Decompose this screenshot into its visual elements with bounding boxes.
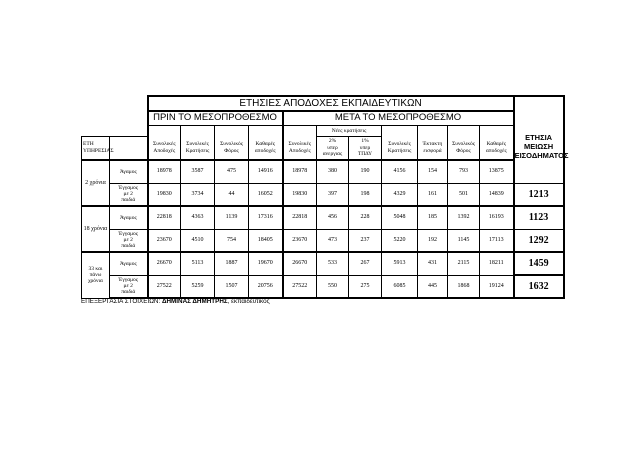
after-header: ΜΕΤΑ ΤΟ ΜΕΣΟΠΡΟΘΕΣΜΟ (283, 111, 514, 126)
table-cell: 5113 (181, 252, 215, 275)
table-cell: 475 (215, 160, 249, 183)
table-cell: 267 (349, 252, 382, 275)
table-cell: 161 (418, 183, 448, 206)
table-cell: 5220 (382, 229, 418, 252)
table-cell: 237 (349, 229, 382, 252)
col-total-deductions-after: Συνολικές Κρατήσεις (382, 136, 418, 160)
note-suffix: , εκπαιδευτικός (227, 298, 270, 305)
table-cell: 5259 (181, 275, 215, 298)
table-cell: 1139 (215, 206, 249, 229)
status-single: Άγαμος (110, 206, 148, 229)
table-cell: 198 (349, 183, 382, 206)
table-cell: 18211 (480, 252, 514, 275)
table-cell: 17113 (480, 229, 514, 252)
table-cell: 27522 (148, 275, 181, 298)
table-cell: 4156 (382, 160, 418, 183)
reduction-value: 1632 (514, 275, 564, 298)
table-cell: 5048 (382, 206, 418, 229)
table-cell: 754 (215, 229, 249, 252)
table-cell: 22818 (148, 206, 181, 229)
col-total-earnings: Συνολικές Αποδοχές (148, 136, 181, 160)
salary-table (81, 95, 569, 299)
reduction-value: 1459 (514, 252, 564, 275)
status-married: Έγγαμος με 2 παιδιά (110, 275, 148, 298)
table-cell: 16193 (480, 206, 514, 229)
table-cell: 19124 (480, 275, 514, 298)
table-cell: 1887 (215, 252, 249, 275)
table-cell: 27522 (283, 275, 317, 298)
table-cell: 154 (418, 160, 448, 183)
table-cell: 550 (317, 275, 349, 298)
table-cell: 456 (317, 206, 349, 229)
table-cell: 44 (215, 183, 249, 206)
table-row (82, 229, 564, 252)
reduction-value: 1123 (514, 206, 564, 229)
table-cell: 18978 (148, 160, 181, 183)
col-tpdy: 1% υπερ ΤΠΔΥ (349, 136, 382, 160)
table-cell: 533 (317, 252, 349, 275)
note-prefix: ΕΠΕΞΕΡΓΑΣΙΑ ΣΤΟΙΧΕΙΩΝ: (81, 298, 162, 305)
status-married: Έγγαμος με 2 παιδιά (110, 229, 148, 252)
col-net-earnings: Καθαρές αποδοχές (249, 136, 283, 160)
table-cell: 1392 (448, 206, 480, 229)
table-cell: 14916 (249, 160, 283, 183)
col-total-tax: Συνολικός Φόρος (215, 136, 249, 160)
table-cell: 18405 (249, 229, 283, 252)
years-18: 18 χρόνια (82, 206, 110, 252)
table-cell: 4363 (181, 206, 215, 229)
table-cell: 3734 (181, 183, 215, 206)
table-cell: 1145 (448, 229, 480, 252)
table-cell: 190 (349, 160, 382, 183)
table-cell: 5913 (382, 252, 418, 275)
table-cell: 19670 (249, 252, 283, 275)
table-cell: 1868 (448, 275, 480, 298)
table-cell: 445 (418, 275, 448, 298)
table-cell: 23670 (283, 229, 317, 252)
years-2: 2 χρόνια (82, 160, 110, 206)
table-cell: 1507 (215, 275, 249, 298)
table-row (82, 252, 564, 275)
note-author: ΔΗΜΙΝΑΣ ΔΗΜΗΤΡΗΣ (161, 298, 228, 305)
table-cell: 3587 (181, 160, 215, 183)
table-row (82, 275, 564, 298)
new-deductions-label: Νέες κρατήσεις (317, 126, 382, 137)
table-row (82, 160, 564, 183)
reduction-header: ΕΤΗΣΙΑ ΜΕΙΩΣΗ ΕΙΣΟΔΗΜΑΤΟΣ (514, 111, 564, 183)
source-note (81, 298, 270, 305)
table-cell: 17316 (249, 206, 283, 229)
col-total-deductions: Συνολικές Κρατήσεις (181, 136, 215, 160)
table-row (82, 206, 564, 229)
table-cell: 380 (317, 160, 349, 183)
status-single: Άγαμος (110, 252, 148, 275)
table-cell: 14839 (480, 183, 514, 206)
years-label: ΕΤΗ ΥΠΗΡΕΣΙΑΣ (82, 136, 110, 160)
table-cell: 26670 (148, 252, 181, 275)
col-total-tax-after: Συνολικός Φόρος (448, 136, 480, 160)
table-cell: 13875 (480, 160, 514, 183)
table-cell: 19830 (283, 183, 317, 206)
years-33-plus: 33 και πάνω χρόνια (82, 252, 110, 298)
table-cell: 6085 (382, 275, 418, 298)
before-header: ΠΡΙΝ ΤΟ ΜΕΣΟΠΡΟΘΕΣΜΟ (148, 111, 283, 126)
table-cell: 20756 (249, 275, 283, 298)
table-cell: 23670 (148, 229, 181, 252)
table-cell: 4510 (181, 229, 215, 252)
table-cell: 793 (448, 160, 480, 183)
col-unemployment: 2% υπερ ανεργιας (317, 136, 349, 160)
table-cell: 431 (418, 252, 448, 275)
table-cell: 275 (349, 275, 382, 298)
table-cell: 4329 (382, 183, 418, 206)
table-cell: 2115 (448, 252, 480, 275)
reduction-value: 1292 (514, 229, 564, 252)
status-married: Έγγαμος με 2 παιδιά (110, 183, 148, 206)
table-cell: 19830 (148, 183, 181, 206)
table-cell: 501 (448, 183, 480, 206)
table-cell: 228 (349, 206, 382, 229)
table-title: ΕΤΗΣΙΕΣ ΑΠΟΔΟΧΕΣ ΕΚΠΑΙΔΕΥΤΙΚΩΝ (148, 96, 514, 111)
table-cell: 16052 (249, 183, 283, 206)
table-cell: 26670 (283, 252, 317, 275)
table-cell: 185 (418, 206, 448, 229)
table-cell: 18978 (283, 160, 317, 183)
reduction-value: 1213 (514, 183, 564, 206)
table-cell: 397 (317, 183, 349, 206)
col-special-levy: Έκτακτη εισφορά (418, 136, 448, 160)
table-cell: 192 (418, 229, 448, 252)
status-single: Άγαμος (110, 160, 148, 183)
col-total-earnings-after: Συνολικές Αποδοχές (283, 136, 317, 160)
table-cell: 22818 (283, 206, 317, 229)
table-row (82, 183, 564, 206)
col-net-earnings-after: Καθαρές αποδοχές (480, 136, 514, 160)
table-cell: 473 (317, 229, 349, 252)
